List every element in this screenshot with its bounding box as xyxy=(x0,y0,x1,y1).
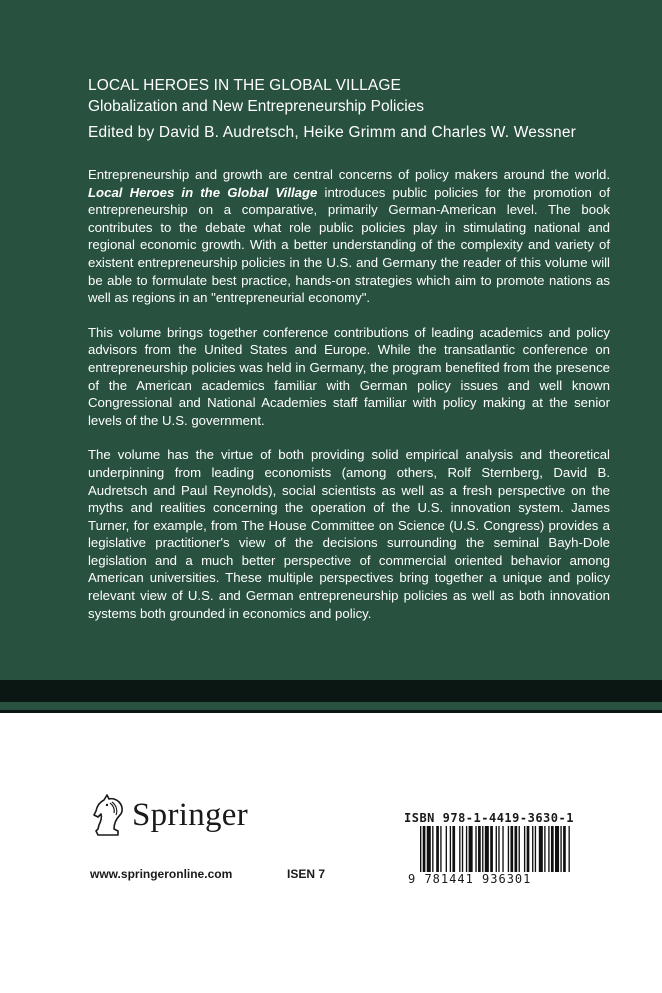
title-block xyxy=(88,76,628,144)
publisher-url[interactable]: www.springeronline.com xyxy=(90,867,233,881)
barcode-bar xyxy=(551,826,554,872)
barcode-bar xyxy=(502,826,503,872)
barcode-bar xyxy=(469,826,473,872)
barcode-bar xyxy=(478,826,481,872)
barcode-bar xyxy=(510,826,513,872)
blurb-paragraph-2: This volume brings together conference contributions of leading academics and policy advisors from the United States and Europe. While the transatlantic conference on entrepreneurship policies was held in Germany, the program benefited from the presence of the American academics familiar with German policy issues and well known Congressional and National Academies staff familiar with policy making at the senior levels of the U.S. government. xyxy=(88,324,610,428)
blurb-book-title: Local Heroes in the Global Village xyxy=(88,184,318,200)
barcode xyxy=(420,826,620,872)
barcode-bar xyxy=(560,826,561,872)
blurb xyxy=(88,166,610,639)
barcode-bar xyxy=(539,826,543,872)
barcode-bar xyxy=(482,826,483,872)
barcode-bar xyxy=(515,826,518,872)
barcode-bar xyxy=(432,826,433,872)
barcode-bar xyxy=(555,826,559,872)
barcode-bar xyxy=(498,826,499,872)
barcode-bar xyxy=(535,826,536,872)
blurb-paragraph-1: Entrepreneurship and growth are central concerns of policy makers around the world. Local Heroes in the Global Village introduces public policies for the promotion of entrepreneurship on a comparative, primarily German-American level. The book contributes to the debate what role public policies play in stimulating national and regional economic growth. With a better understanding of the complexity and variety of existent entrepreneurship policies in the U.S. and Germany the reader of this volume will be able to formulate best practice, hands-on strategies which aim to promote nations as well as regions in an "entrepreneurial economy". xyxy=(88,167,611,306)
barcode-bar xyxy=(544,826,545,872)
barcode-bar xyxy=(423,826,426,872)
barcode-bar xyxy=(532,826,533,872)
barcode-bar xyxy=(496,826,497,872)
barcode-bar xyxy=(475,826,476,872)
book-subtitle: Globalization and New Entrepreneurship Policies xyxy=(88,98,425,115)
barcode-bar xyxy=(427,826,431,872)
isbn-label: ISBN 978-1-4419-3630-1 xyxy=(404,811,574,825)
barcode-bar xyxy=(563,826,566,872)
barcode-bar xyxy=(440,826,441,872)
barcode-bar xyxy=(462,826,463,872)
barcode-digits: 9 781441 936301 xyxy=(408,872,532,886)
barcode-bar xyxy=(452,826,455,872)
barcode-bar xyxy=(450,826,451,872)
cover-band-dark-thin xyxy=(0,710,662,713)
cover-band-green xyxy=(0,702,662,710)
barcode-bar xyxy=(519,826,520,872)
barcode-bar xyxy=(548,826,549,872)
publisher-name: Springer xyxy=(132,796,249,833)
isen-code: ISEN 7 xyxy=(287,867,326,881)
barcode-bar xyxy=(490,826,493,872)
barcode-bar xyxy=(524,826,525,872)
barcode-bar xyxy=(485,826,489,872)
editors-line: Edited by David B. Audretsch, Heike Grimm and Charles W. Wessner xyxy=(88,124,577,141)
barcode-bar xyxy=(420,826,421,872)
book-title: LOCAL HEROES IN THE GLOBAL VILLAGE xyxy=(88,77,401,94)
barcode-bar xyxy=(459,826,460,872)
springer-logo xyxy=(90,790,248,840)
cover-band-dark xyxy=(0,680,662,702)
knight-chess-piece-icon xyxy=(90,793,126,837)
blurb-paragraph-3: The volume has the virtue of both providing solid empirical analysis and theoretical underpinning from leading economists (among others, Rolf Sternberg, David B. Audretsch and Paul Reynolds), social scientists as well as a fresh perspective on the myths and realities concerning the operation of the U.S. innovation system. James Turner, for example, from The House Committee on Science (U.S. Congress) provides a legislative practitioner's view of the decisions surrounding the seminal Bayh-Dole legislation and a much better perspective of commercial oriented behavior among American universities. These multiple perspectives bring together a unique and policy relevant view of U.S. and German entrepreneurship policies as well as both innovation systems both grounded in economics and policy. xyxy=(88,447,610,621)
barcode-bar xyxy=(508,826,509,872)
barcode-bar xyxy=(466,826,467,872)
barcode-bar xyxy=(527,826,530,872)
barcode-bar xyxy=(436,826,439,872)
barcode-bar xyxy=(446,826,447,872)
barcode-bar xyxy=(569,826,570,872)
